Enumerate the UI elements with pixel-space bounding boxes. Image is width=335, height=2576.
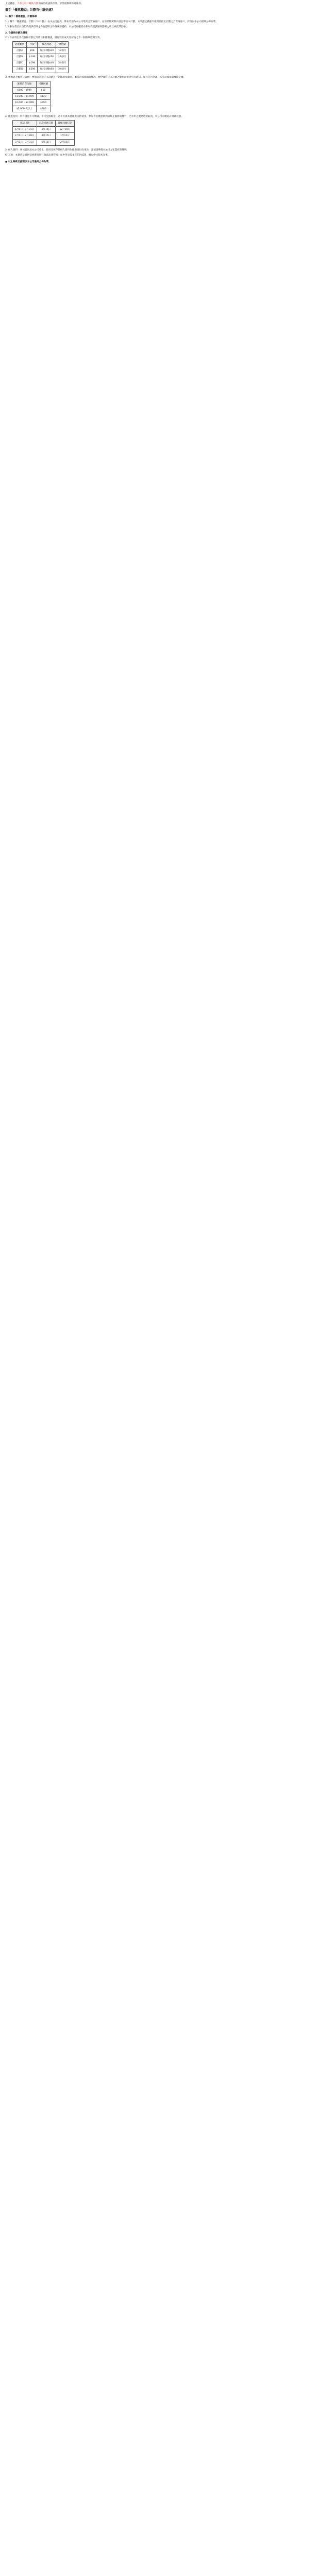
- top-note: [5, 2, 330, 6]
- table-cell: 4月15日: [37, 133, 56, 139]
- table-header: 優惠內容: [38, 41, 56, 47]
- table-cell: $2,000 - $4,999: [13, 99, 37, 106]
- section-para: 2.1 下表列出各合資格計劃之月費及相應優惠，優惠將於成功登記後之下一個賬單週期生效。: [5, 36, 102, 39]
- section-para: 5. 個人資料：參加者同意本公司收集、使用及保存其個人資料作推廣及行政用途，詳情請參閱本公司之私隱政策聲明。: [5, 148, 129, 151]
- table-row: [13, 133, 75, 139]
- table-cell: $148: [27, 54, 38, 60]
- table-row: [13, 87, 51, 93]
- table-header: 首次回贈日期: [37, 121, 56, 127]
- table-cell: 計劃C: [13, 60, 27, 66]
- table-cell: 24個月: [56, 66, 69, 73]
- table-header: 最後回贈日期: [56, 121, 75, 127]
- plan-table: [12, 41, 69, 73]
- schedule-table: [12, 120, 75, 145]
- section-para: 4. 優惠使用：所有優惠不可轉讓、不可兌換現金、亦不可與其他優惠同時使用。參加者於優惠期內如終止服務或轉台，已享用之優惠將被取消，本公司有權追討相關款項。: [5, 115, 183, 118]
- table-cell: $50: [36, 87, 50, 93]
- table-row: [13, 127, 75, 133]
- section-para: 1.1 攜手「優惠權益」計劃（「本計劃」）由本公司提供，參加者須為本公司現有合資格客戶，並須於推廣期內登記參加本計劃。本計劃之優惠只適用於指定計劃之合資格客戶，詳情以本公司最終公佈為準。: [5, 20, 219, 23]
- table-cell: 每月回贈$30: [38, 54, 56, 60]
- table-row: [13, 66, 69, 73]
- table-header: 登記日期: [13, 121, 37, 127]
- table-cell: 1月1日 - 1月31日: [13, 127, 37, 133]
- table-cell: 計劃B: [13, 54, 27, 60]
- document: [0, 0, 335, 167]
- table-cell: 2月15日: [56, 139, 75, 145]
- top-note-prefix: 上述優惠，: [5, 3, 17, 5]
- top-note-suffix: 而取消或重新計算，詳情請參閱下述條款。: [38, 3, 83, 5]
- table-cell: 計劃A: [13, 48, 27, 54]
- table-cell: 每月回贈$40: [38, 60, 56, 66]
- table-header: 可獲回贈: [36, 81, 50, 87]
- table-cell: 5月15日: [37, 139, 56, 145]
- table-cell: $500 - $999: [13, 87, 37, 93]
- table-cell: 2月1日 - 2月28日: [13, 133, 37, 139]
- table-cell: 計劃D: [13, 66, 27, 73]
- section-title: 2. 合資格計劃及優惠: [5, 31, 28, 35]
- rebate-table: [12, 81, 51, 113]
- table-header: 計劃類別: [13, 41, 27, 47]
- table-cell: 每月回贈$60: [38, 66, 56, 73]
- footer-note: ■ 以上條款及細則以本公司最終公佈為準。: [5, 160, 51, 163]
- table-row: [13, 54, 69, 60]
- table-header: 月費: [27, 41, 38, 47]
- table-cell: $198: [27, 60, 38, 66]
- table-cell: $300: [36, 99, 50, 106]
- table-cell: $800: [36, 106, 50, 112]
- table-cell: $120: [36, 93, 50, 99]
- table-cell: $1,000 - $1,999: [13, 93, 37, 99]
- table-cell: 3月15日: [37, 127, 56, 133]
- table-cell: 12個月: [56, 48, 69, 54]
- section-para: 3. 參加者之權利及義務：參加者須遵守本計劃之一切條款及細則，本公司保留隨時修改、暫停或終止本計劃之權利而毋須另行通知。如有任何爭議，本公司保留最終決定權。: [5, 76, 186, 79]
- table-cell: 3月1日 - 3月31日: [13, 139, 37, 145]
- table-header: 優惠期: [56, 41, 69, 47]
- table-cell: $298: [27, 66, 38, 73]
- top-note-emph: 不會因用戶轉換計劃: [16, 3, 39, 5]
- table-row: [13, 48, 69, 54]
- table-row: [13, 139, 75, 145]
- table-row: [13, 99, 51, 106]
- section-title: 1. 攜手「優惠權益」計劃條款: [5, 15, 37, 19]
- table-cell: $98: [27, 48, 38, 54]
- table-row: [13, 93, 51, 99]
- section-para: 6. 其他：本條款及細則受香港特別行政區法律管轄，如中英文版本有任何歧異，概以中文版本為準。: [5, 154, 110, 157]
- table-row: [13, 106, 51, 112]
- table-cell: 12個月: [56, 54, 69, 60]
- table-row: [13, 60, 69, 66]
- table-cell: $5,000 或以上: [13, 106, 37, 112]
- page-title: 攜手「優惠權益」計劃有什麼好處？: [5, 8, 55, 12]
- table-cell: 每月回贈$20: [38, 48, 56, 54]
- table-header: 累積消費金額: [13, 81, 37, 87]
- table-cell: 1月15日: [56, 133, 75, 139]
- section-para: 1.2 參加者須於登記時提供有效之身份證明文件及聯絡資料，本公司有權要求參加者提供額外證明文件以核實其資格。: [5, 25, 128, 28]
- table-cell: 12月15日: [56, 127, 75, 133]
- table-cell: 24個月: [56, 60, 69, 66]
